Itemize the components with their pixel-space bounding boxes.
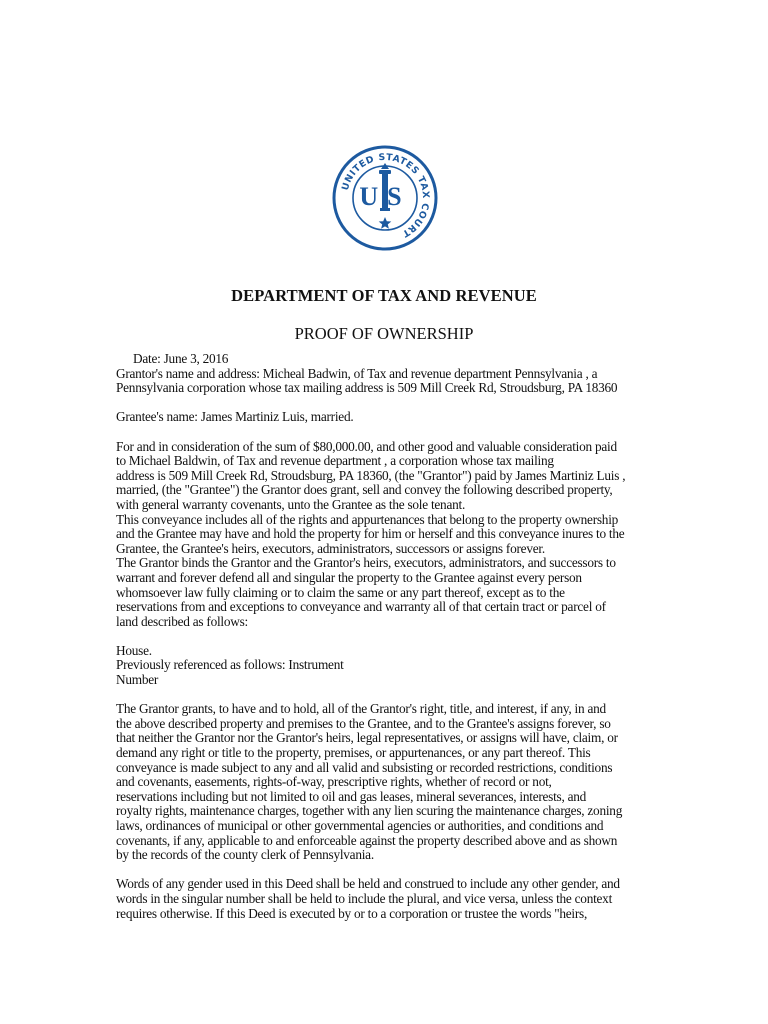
body-line: House.	[116, 642, 152, 658]
body-line	[116, 425, 656, 440]
body-line: The Grantor binds the Grantor and the Grantor's heirs, executors, administrators, and successors to	[116, 555, 616, 571]
body-line: Pennsylvania corporation whose tax mailing address is 509 Mill Creek Rd, Stroudsburg, PA 18360	[116, 380, 618, 396]
seal-ring-text: UNITED STATES TAX COURT	[339, 151, 432, 240]
body-line: and covenants, easements, rights-of-way, prescriptive rights, whether of record or not,	[116, 774, 552, 790]
body-line: the above described property and premises to the Grantee, and to the Grantee's assigns forever, so	[116, 715, 611, 731]
body-line: reservations from and exceptions to conveyance and warranty all of that certain tract or parcel of	[116, 599, 606, 615]
body-line: married, (the "Grantee") the Grantor does grant, sell and convey the following described property,	[116, 482, 613, 498]
body-line: For and in consideration of the sum of $80,000.00, and other good and valuable consideration paid	[116, 438, 617, 454]
body-line	[116, 396, 656, 411]
body-line: and the Grantee may have and hold the property for him or herself and this conveyance inures to the	[116, 526, 625, 542]
body-line: warrant and forever defend all and singular the property to the Grantee against every person	[116, 569, 582, 585]
body-line: land described as follows:	[116, 613, 248, 629]
star-icon	[379, 217, 392, 229]
body-line: covenants, if any, applicable to and enforceable against the property described above and as shown	[116, 832, 618, 848]
body-line: demand any right or title to the property, premises, or appurtenances, or any part thereof. This	[116, 745, 591, 761]
body-line	[116, 688, 656, 703]
document-subtitle: PROOF OF OWNERSHIP	[294, 324, 474, 343]
body-line: that neither the Grantor nor the Grantor's heirs, legal representatives, or assigns will have, claim, or	[116, 730, 618, 746]
body-line: The Grantor grants, to have and to hold, all of the Grantor's right, title, and interest, if any, in and	[116, 701, 606, 717]
body-line: words in the singular number shall be held to include the plural, and vice versa, unless the context	[116, 890, 613, 906]
body-line: Grantee, the Grantee's heirs, executors, administrators, successors or assigns forever.	[116, 540, 545, 556]
body-line: with general warranty covenants, unto the Grantee as the sole tenant.	[116, 496, 466, 512]
body-line: Grantee's name: James Martiniz Luis, married.	[116, 409, 354, 425]
body-line: Words of any gender used in this Deed shall be held and construed to include any other gender, and	[116, 876, 620, 892]
department-title: DEPARTMENT OF TAX AND REVENUE	[231, 286, 537, 305]
body-line: address is 509 Mill Creek Rd, Stroudsburg, PA 18360, (the "Grantor") paid by James Martiniz Luis ,	[116, 467, 626, 483]
body-line: Number	[116, 672, 159, 688]
body-line	[116, 629, 656, 644]
body-line: by the records of the county clerk of Pennsylvania.	[116, 847, 374, 863]
body-line: conveyance is made subject to any and all valid and subsisting or recorded restrictions, conditions	[116, 759, 613, 775]
body-line: This conveyance includes all of the rights and appurtenances that belong to the property ownership	[116, 511, 619, 527]
body-line: Previously referenced as follows: Instrument	[116, 657, 344, 673]
body-line: requires otherwise. If this Deed is executed by or to a corporation or trustee the words "heirs,	[116, 905, 588, 921]
body-line: royalty rights, maintenance charges, together with any lien scuring the maintenance charges, zoning	[116, 803, 623, 819]
body-line: to Michael Baldwin, of Tax and revenue department , a corporation whose tax mailing	[116, 453, 554, 469]
document-body	[116, 352, 656, 921]
seal-monogram-text: US	[359, 182, 411, 211]
us-tax-court-seal	[332, 145, 438, 251]
body-line: laws, ordinances of municipal or other governmental agencies or authorities, and conditions and	[116, 818, 604, 833]
body-line	[116, 863, 656, 878]
body-line: whomsoever law fully claiming or to claim the same or any part thereof, except as to the	[116, 584, 565, 600]
body-line: reservations including but not limited to oil and gas leases, mineral severances, interests, and	[116, 788, 587, 804]
body-line: Grantor's name and address: Micheal Badwin, of Tax and revenue department Pennsylvania , a	[116, 365, 598, 381]
date-line: Date: June 3, 2016	[133, 351, 229, 366]
